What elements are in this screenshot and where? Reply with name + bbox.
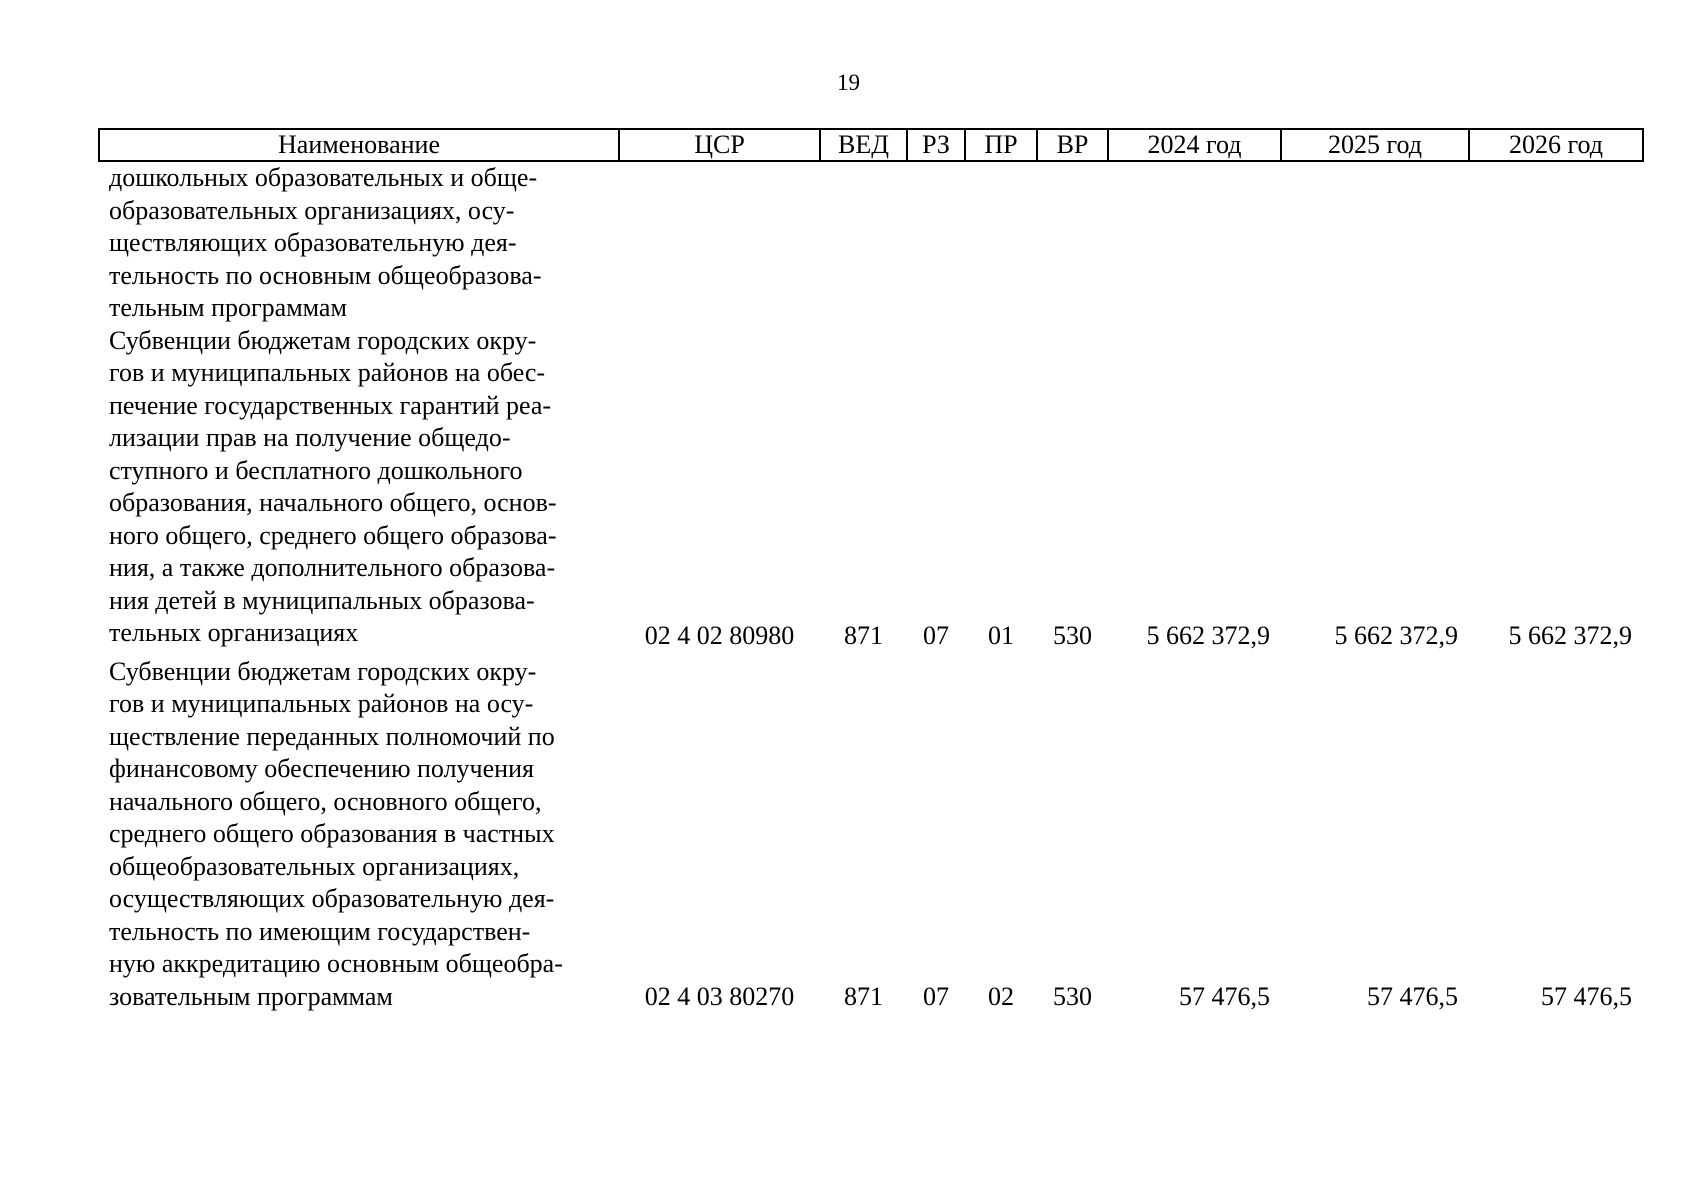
amount-2026-cell: 5 662 372,9: [1508, 621, 1632, 650]
header-name: Наименование: [99, 129, 619, 161]
header-pr: ПР: [965, 129, 1037, 161]
name-line: среднего общего образования в частных: [109, 819, 555, 848]
header-2024: 2024 год: [1108, 129, 1281, 161]
amount-2025-cell: 57 476,5: [1367, 981, 1458, 1011]
name-line: финансовому обеспечению получения: [109, 754, 534, 783]
pr-cell: 01: [988, 621, 1014, 650]
ved-cell: [820, 161, 907, 325]
budget-table: [98, 128, 1644, 1013]
header-ved: ВЕД: [820, 129, 907, 161]
name-line: печение государственных гарантий реа-: [109, 390, 552, 420]
name-line: ния детей в муниципальных образова-: [109, 585, 535, 615]
name-line: ществляющих образовательную дея-: [109, 228, 517, 257]
name-line: гов и муниципальных районов на обес-: [109, 358, 546, 387]
name-line: тельность по имеющим государствен-: [109, 916, 531, 946]
vr-cell: [1037, 161, 1108, 325]
name-line: лизации прав на получение общедо-: [109, 423, 511, 452]
amount-2026-cell: [1469, 161, 1643, 325]
name-line: зовательным программам: [109, 981, 393, 1011]
page-number: 19: [837, 70, 860, 95]
row-name-cell: [99, 653, 619, 1014]
name-line: образования, начального общего, основ-: [109, 488, 557, 517]
amount-2024-cell: [1108, 161, 1281, 325]
header-vr: ВР: [1037, 129, 1108, 161]
amount-2024-cell: 57 476,5: [1179, 981, 1270, 1011]
name-line: начального общего, основного общего,: [109, 786, 542, 816]
name-line: Субвенции бюджетам городских окру-: [109, 325, 537, 355]
header-csr: ЦСР: [619, 129, 820, 161]
vr-cell: 530: [1053, 981, 1092, 1011]
name-line: гов и муниципальных районов на осу-: [109, 689, 534, 718]
name-line: тельных организациях: [109, 618, 359, 647]
amount-2024-cell: 5 662 372,9: [1146, 621, 1270, 650]
name-line: ществление переданных полномочий по: [109, 721, 555, 751]
row-name-cell: [99, 325, 619, 653]
header-2025: 2025 год: [1281, 129, 1469, 161]
vr-cell: 530: [1053, 621, 1092, 650]
table-row: [99, 325, 1643, 653]
row-name-cell: [99, 161, 619, 325]
name-line: дошкольных образовательных и обще-: [109, 163, 538, 192]
name-line: ного общего, среднего общего образова-: [109, 520, 557, 550]
header-rz: РЗ: [907, 129, 965, 161]
name-line: ную аккредитацию основным общеобра-: [109, 949, 563, 978]
name-line: тельным программам: [109, 293, 347, 322]
table-row: [99, 161, 1643, 325]
header-2026: 2026 год: [1469, 129, 1643, 161]
name-line: тельность по основным общеобразова-: [109, 260, 542, 290]
name-line: Субвенции бюджетам городских окру-: [109, 656, 537, 686]
table-row: [99, 653, 1643, 1014]
pr-cell: [965, 161, 1037, 325]
table-header-row: [99, 129, 1643, 161]
name-line: ния, а также дополнительного образова-: [109, 553, 556, 582]
ved-cell: 871: [844, 621, 883, 650]
name-line: ступного и бесплатного дошкольного: [109, 455, 523, 485]
amount-2025-cell: [1281, 161, 1469, 325]
pr-cell: 02: [988, 981, 1014, 1011]
csr-cell: 02 4 03 80270: [644, 981, 795, 1011]
rz-cell: 07: [923, 621, 949, 650]
name-line: осуществляющих образовательную дея-: [109, 884, 555, 913]
csr-cell: 02 4 02 80980: [644, 621, 795, 650]
rz-cell: 07: [923, 981, 949, 1011]
csr-cell: [619, 161, 820, 325]
rz-cell: [907, 161, 965, 325]
amount-2026-cell: 57 476,5: [1541, 981, 1632, 1011]
name-line: общеобразовательных организациях,: [109, 851, 520, 881]
name-line: образовательных организациях, осу-: [109, 195, 515, 225]
ved-cell: 871: [844, 981, 883, 1011]
amount-2025-cell: 5 662 372,9: [1334, 621, 1458, 650]
